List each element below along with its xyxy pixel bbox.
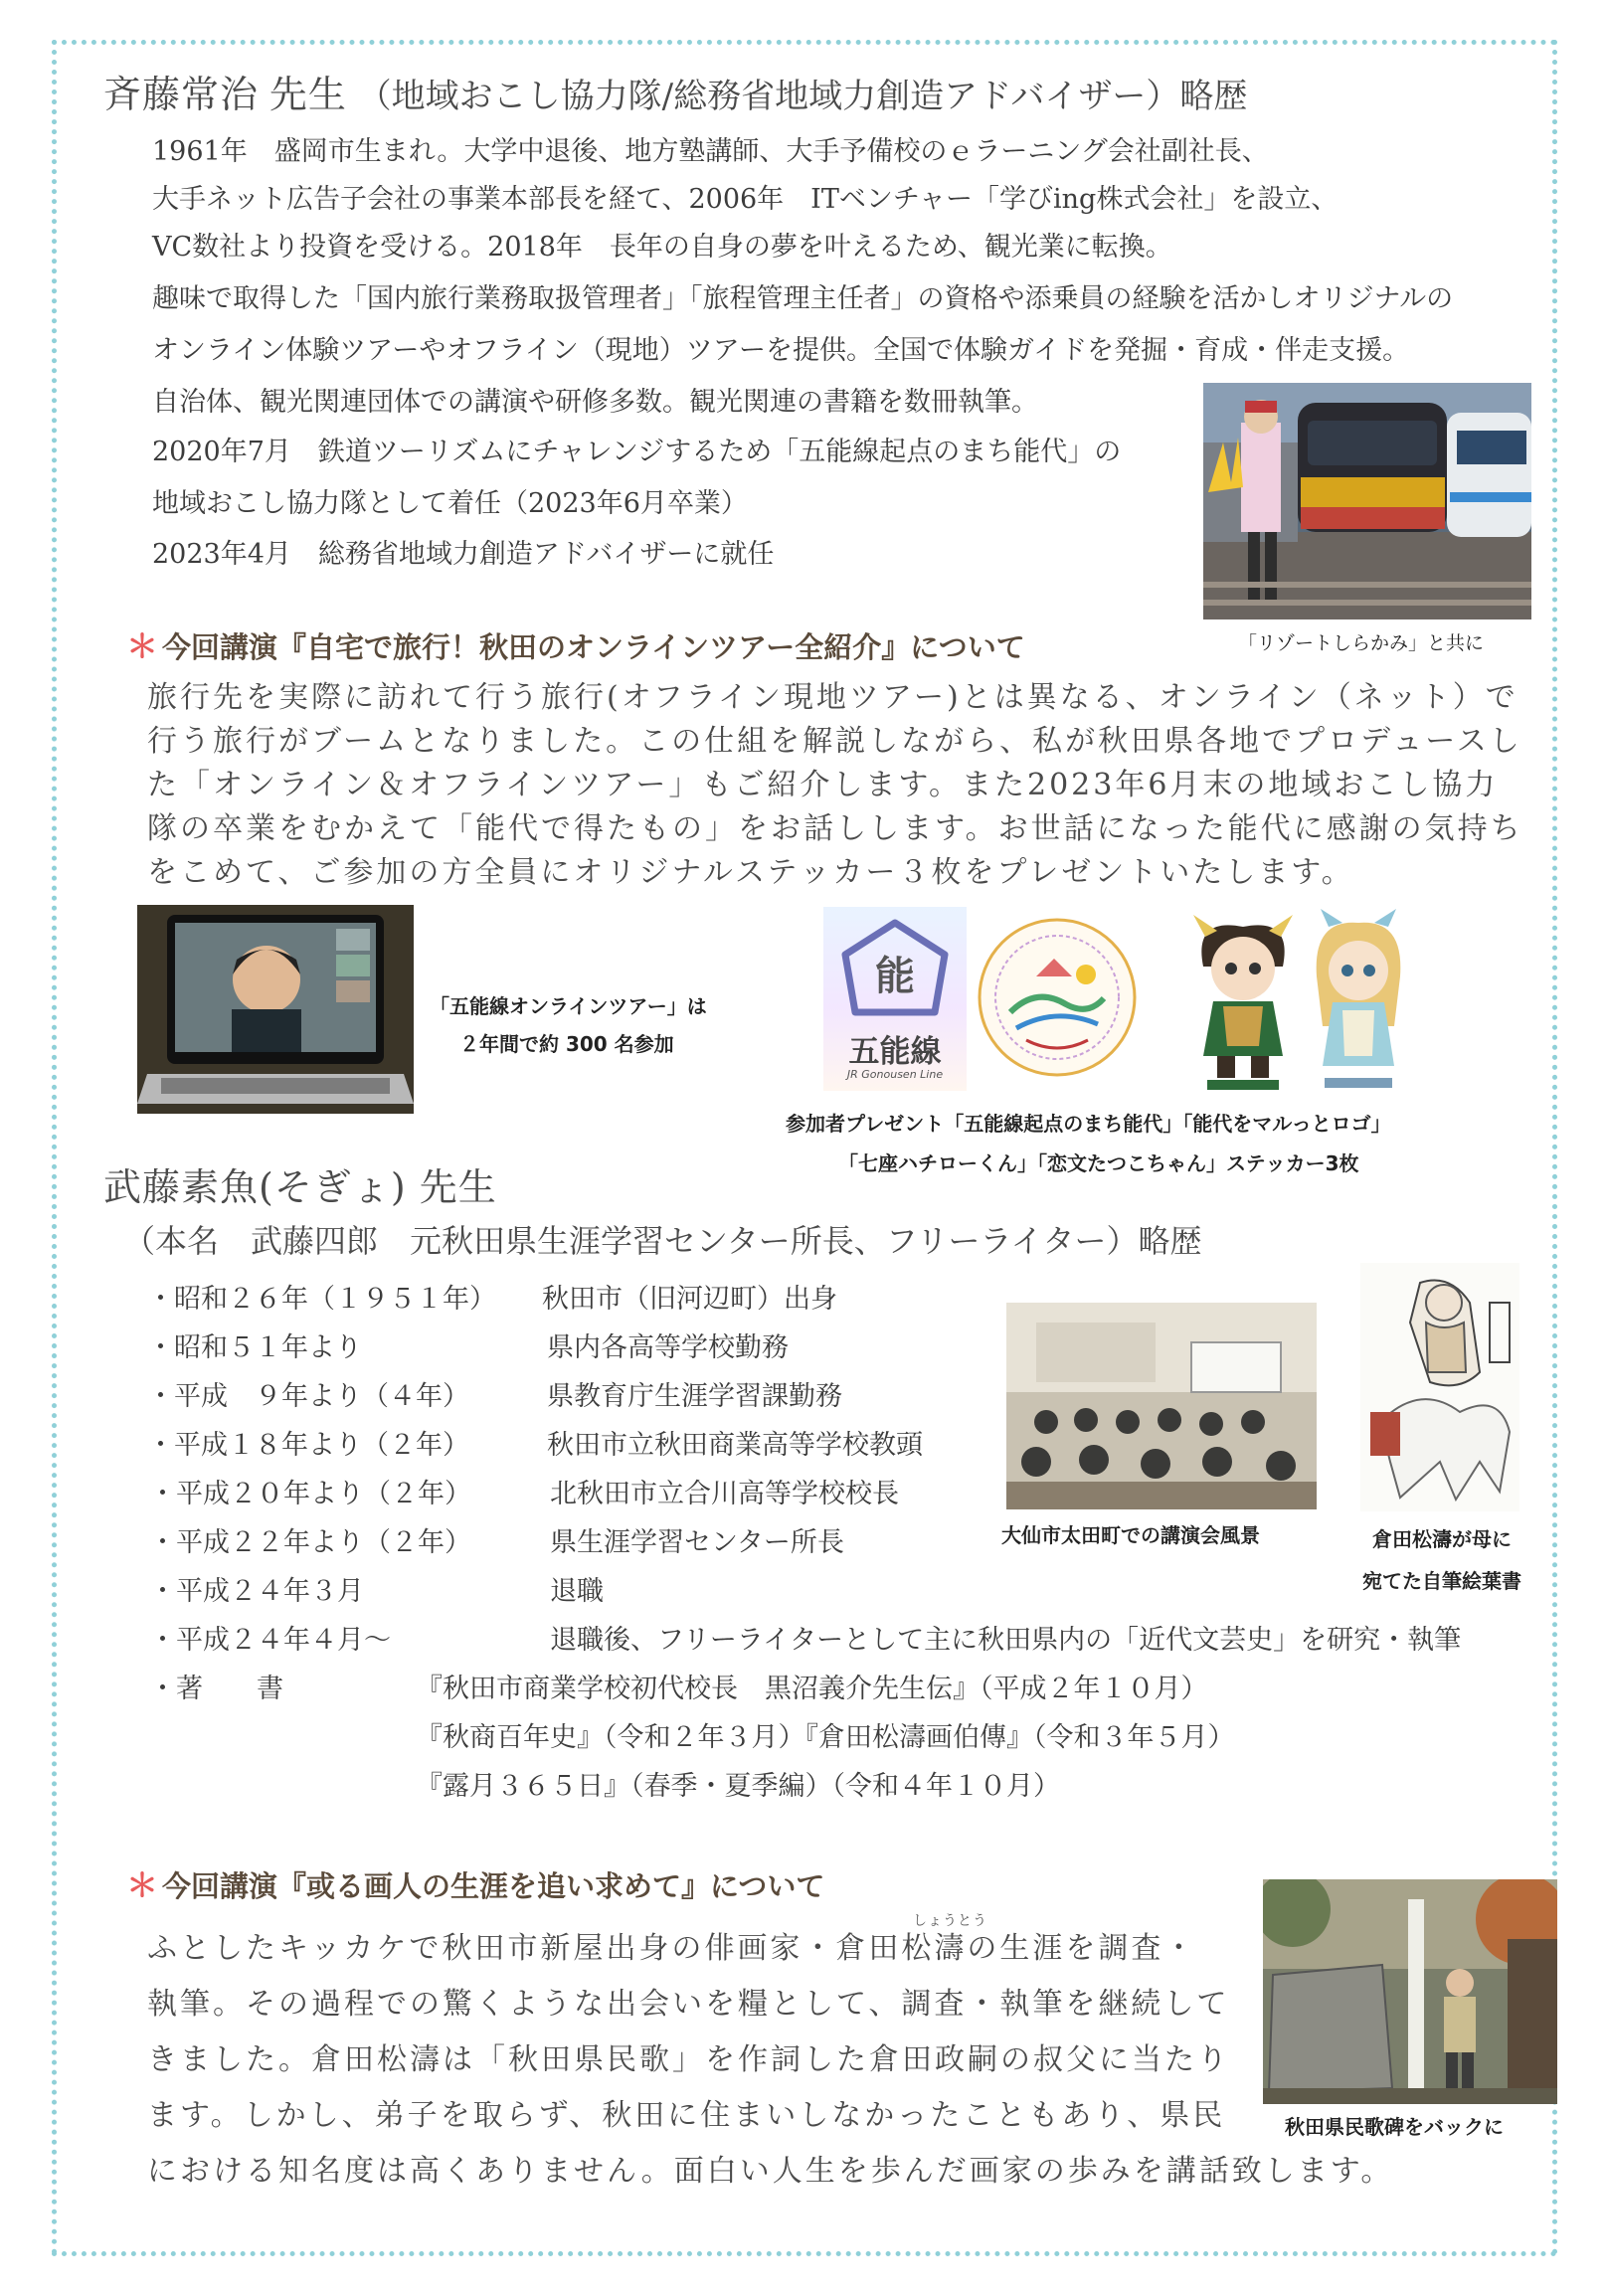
gonosen-logo (823, 907, 967, 1091)
lecture1-line: 隊の卒業をむかえて「能代で得たもの」をお話しします。お世話になった能代に感謝の気持ち (147, 811, 1523, 846)
asterisk-icon: ＊ (126, 627, 159, 665)
books-label: ・著 書 (149, 1674, 283, 1704)
asterisk-icon: ＊ (126, 1866, 159, 1904)
logo-subtext: JR Gonousen Line (846, 1068, 944, 1081)
book-line: 『秋商百年史』（令和２年３月）『倉田松濤画伯傳』（令和３年５月） (416, 1722, 1235, 1753)
train-photo (1203, 383, 1531, 619)
history-date: ・昭和２６年（１９５１年） (147, 1284, 496, 1315)
lecture2-line: きました。倉田松濤は「秋田県民歌」を作詞した倉田政嗣の叔父に当たり (147, 2042, 1230, 2077)
monument-caption: 秋田県民歌碑をバックに (1285, 2115, 1504, 2139)
noshiro-maru-logo (977, 917, 1138, 1078)
speaker2-name (103, 1156, 497, 1211)
lecture2-line: ます。しかし、弟子を取らず、秋田に住まいしなかったこともあり、県民 (147, 2098, 1226, 2133)
history-date: ・平成 ９年より（４年） (147, 1381, 469, 1412)
maru-logo-illustration (977, 917, 1138, 1078)
laptop-caption-1: 「五能線オンラインツアー」は (430, 994, 707, 1018)
speaker1-heading (103, 64, 1247, 118)
speaker2-realname: （本名 武藤四郎 元秋田県生涯学習センター所長、フリーライター）略歴 (123, 1222, 1202, 1260)
gift-caption-2: 「七座ハチローくん」「恋文たつこちゃん」ステッカー3枚 (838, 1151, 1359, 1175)
lecture2-heading (126, 1860, 824, 1906)
laptop-caption-2: ２年間で約 300 名参加 (459, 1032, 674, 1056)
lecture-hall-illustration (1006, 1303, 1317, 1509)
lecture1-line: 行う旅行がブームとなりました。この仕組を解説しながら、私が秋田県各地でプロデュースし (147, 724, 1522, 759)
speaker1-honorific: 先生 (268, 73, 347, 116)
monument-photo (1263, 1879, 1557, 2104)
history-date: ・平成１８年より（２年） (147, 1430, 469, 1461)
history-desc: 県教育庁生涯学習課勤務 (547, 1381, 842, 1412)
history-desc: 県生涯学習センター所長 (550, 1527, 844, 1558)
lecture1-heading-text: 今回講演『自宅で旅行！秋田のオンラインツアー全紹介』について (162, 630, 1025, 664)
logo-text: 五能線 (848, 1034, 942, 1070)
history-date: ・平成２４年４月～ (149, 1625, 391, 1656)
laptop-photo-illustration (137, 905, 414, 1114)
bio-line: 自治体、観光関連団体での講演や研修多数。観光関連の書籍を数冊執筆。 (152, 387, 1038, 418)
lecture-hall-photo (1006, 1303, 1317, 1509)
bio-line: VC数社より投資を受ける。2018年 長年の自身の夢を叶えるため、観光業に転換。 (152, 232, 1172, 263)
laptop-photo (137, 905, 414, 1114)
bio-line: 趣味で取得した「国内旅行業務取扱管理者」「旅程管理主任者」の資格や添乗員の経験を活かしオリジナルの (152, 283, 1454, 314)
postcard-illustration (1360, 1263, 1519, 1511)
lecture1-line: をこめて、ご参加の方全員にオリジナルステッカー３枚をプレゼントいたします。 (147, 855, 1354, 890)
bio-line: オンライン体験ツアーやオフライン（現地）ツアーを提供。全国で体験ガイドを発掘・育成・伴走支援。 (152, 335, 1410, 366)
history-desc: 退職後、フリーライターとして主に秋田県内の「近代文芸史」を研究・執筆 (550, 1625, 1462, 1656)
history-desc: 退職 (550, 1576, 604, 1607)
gift-caption-1: 参加者プレゼント「五能線起点のまち能代」「能代をマルっとロゴ」 (786, 1112, 1391, 1136)
lecture-hall-caption: 大仙市太田町での講演会風景 (1001, 1523, 1260, 1547)
lecture2-line: における知名度は高くありません。面白い人生を歩んだ画家の歩みを講話致します。 (147, 2154, 1394, 2189)
hachiro-kun-character (1183, 907, 1303, 1094)
history-date: ・平成２２年より（２年） (149, 1527, 471, 1558)
train-photo-illustration (1203, 383, 1531, 619)
bio-line: 2023年4月 総務省地域力創造アドバイザーに就任 (152, 539, 775, 570)
lecture1-line: 旅行先を実際に訪れて行う旅行(オフライン現地ツアー)とは異なる、オンライン（ネット）で (147, 680, 1518, 715)
history-date: ・昭和５１年より (147, 1332, 362, 1363)
logo-kanji: 能 (875, 954, 915, 999)
bio-line: 地域おこし協力隊として着任（2023年6月卒業） (152, 488, 748, 519)
tatsuko-chan-illustration (1303, 907, 1414, 1094)
furigana-ruby: しょうとう (913, 1913, 987, 1929)
lecture2-heading-text: 今回講演『或る画人の生涯を追い求めて』について (162, 1869, 825, 1903)
history-desc: 秋田市（旧河辺町）出身 (542, 1284, 837, 1315)
lecture2-line: ふとしたキッカケで秋田市新屋出身の俳画家・倉田松濤の生涯を調査・ (147, 1931, 1197, 1966)
monument-illustration (1263, 1879, 1557, 2104)
lecture1-heading (126, 621, 1025, 667)
speaker1-role: （地域おこし協力隊/総務省地域力創造アドバイザー）略歴 (357, 77, 1248, 116)
train-photo-caption: 「リゾートしらかみ」と共に (1238, 632, 1485, 654)
history-date: ・平成２０年より（２年） (149, 1479, 471, 1509)
history-desc: 県内各高等学校勤務 (547, 1332, 789, 1363)
bio-line: 2020年7月 鉄道ツーリズムにチャレンジするため「五能線起点のまち能代」の (152, 437, 1122, 467)
book-line: 『秋田市商業学校初代校長 黒沼義介先生伝』（平成２年１０月） (416, 1674, 1208, 1704)
lecture2-line: 執筆。その過程での驚くような出会いを糧として、調査・執筆を継続して (147, 1987, 1230, 2022)
history-date: ・平成２４年３月 (149, 1576, 364, 1607)
hachiro-kun-illustration (1183, 907, 1303, 1094)
lecture1-line: た「オンライン＆オフラインツアー」もご紹介します。また2023年6月末の地域おこし協力 (147, 768, 1499, 802)
bio-line: 1961年 盛岡市生まれ。大学中退後、地方塾講師、大手予備校のｅラーニング会社副社長、 (152, 136, 1269, 167)
history-desc: 北秋田市立合川高等学校校長 (550, 1479, 899, 1509)
history-desc: 秋田市立秋田商業高等学校教頭 (547, 1430, 923, 1461)
postcard-caption-2: 宛てた自筆絵葉書 (1362, 1569, 1521, 1593)
speaker2-name-text: 武藤素魚(そぎょ) 先生 (103, 1165, 497, 1209)
bio-line: 大手ネット広告子会社の事業本部長を経て、2006年 ITベンチャー「学びing株式会社」を設立、 (152, 184, 1339, 215)
book-line: 『露月３６５日』（春季・夏季編）（令和４年１０月） (416, 1771, 1060, 1802)
speaker1-name: 斉藤常治 (103, 73, 260, 116)
postcard-drawing (1360, 1263, 1519, 1511)
tatsuko-chan-character (1303, 907, 1414, 1094)
postcard-caption-1: 倉田松濤が母に (1372, 1527, 1512, 1551)
